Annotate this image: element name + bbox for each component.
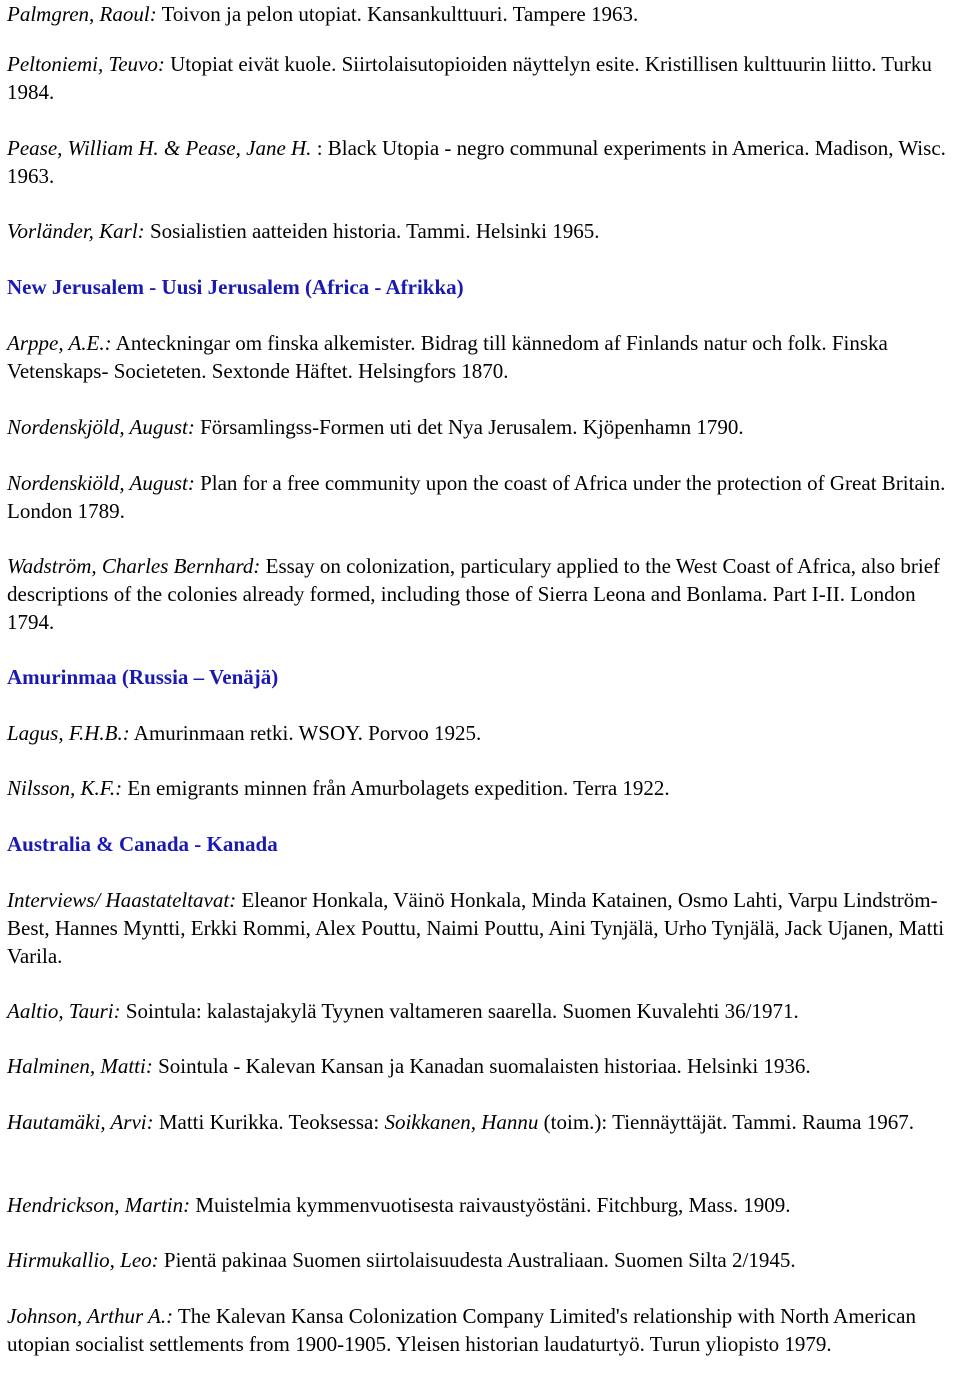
entry-text: : Black Utopia - negro communal experiments in America. Madison, Wisc. 1963.	[7, 136, 946, 188]
entry-text: Essay on colonization, particulary applied to the West Coast of Africa, also brief descriptions of the colonies already formed, including those of Sierra Leona and Bonlama. Part I-II. London 1794.	[7, 554, 941, 634]
entry-author-secondary: Soikkanen, Hannu	[384, 1110, 539, 1134]
entry-author: Hautamäki, Arvi:	[7, 1110, 154, 1134]
bib-entry-hendrickson	[7, 1191, 950, 1219]
entry-text: Sointula: kalastajakylä Tyynen valtameren saarella. Suomen Kuvalehti 36/1971.	[120, 999, 799, 1023]
entry-author: Nilsson, K.F.:	[7, 776, 123, 800]
section-heading-new-jerusalem: New Jerusalem - Uusi Jerusalem (Africa - Afrikka)	[7, 275, 464, 299]
bib-entry-interviews	[7, 886, 950, 970]
bib-entry-nordenskjold	[7, 413, 950, 441]
entry-author: Wadström, Charles Bernhard:	[7, 554, 261, 578]
entry-author: Lagus, F.H.B.:	[7, 721, 130, 745]
entry-author: Interviews/ Haastateltavat:	[7, 888, 237, 912]
entry-text: Utopiat eivät kuole. Siirtolaisutopioiden näyttelyn esite. Kristillisen kulttuurin liitto. Turku 1984.	[7, 52, 932, 104]
entry-text: Församlingss-Formen uti det Nya Jerusalem. Kjöpenhamn 1790.	[194, 415, 744, 439]
entry-author: Johnson, Arthur A.:	[7, 1304, 174, 1328]
entry-author: Arppe, A.E.:	[7, 331, 112, 355]
bib-entry-nordenskiold	[7, 469, 950, 525]
bib-entry-pease	[7, 134, 950, 190]
entry-author: Vorländer, Karl:	[7, 219, 145, 243]
entry-author: Nordenskjöld, August:	[7, 415, 195, 439]
entry-text: Eleanor Honkala, Väinö Honkala, Minda Katainen, Osmo Lahti, Varpu Lindström-Best, Hannes Myntti, Erkki Rommi, Alex Pouttu, Naimi Pouttu, Aini Tynjälä, Urho Tynjälä, Jack Ujanen, Matti Varila.	[7, 888, 945, 968]
entry-text: Muistelmia kymmenvuotisesta raivaustyöstäni. Fitchburg, Mass. 1909.	[190, 1193, 791, 1217]
bib-entry-halminen	[7, 1052, 950, 1080]
section-heading-australia-canada: Australia & Canada - Kanada	[7, 832, 278, 856]
bib-entry-arppe	[7, 329, 950, 385]
entry-text: Sosialistien aatteiden historia. Tammi. Helsinki 1965.	[144, 219, 600, 243]
bib-entry-palmgren	[7, 0, 950, 28]
entry-author: Halminen, Matti:	[7, 1054, 153, 1078]
entry-author: Palmgren, Raoul:	[7, 2, 157, 26]
entry-text: Pientä pakinaa Suomen siirtolaisuudesta Australiaan. Suomen Silta 2/1945.	[158, 1248, 796, 1272]
entry-text: En emigrants minnen från Amurbolagets expedition. Terra 1922.	[122, 776, 670, 800]
entry-text: Toivon ja pelon utopiat. Kansankulttuuri. Tampere 1963.	[156, 2, 639, 26]
bib-entry-hirmukallio	[7, 1246, 950, 1274]
bib-entry-nilsson	[7, 774, 950, 802]
entry-author: Peltoniemi, Teuvo:	[7, 52, 165, 76]
entry-text: Plan for a free community upon the coast of Africa under the protection of Great Britain. London 1789.	[7, 471, 946, 523]
bib-entry-peltoniemi	[7, 50, 950, 106]
entry-text: The Kalevan Kansa Colonization Company Limited's relationship with North American utopian socialist settlements from 1900-1905. Yleisen historian laudaturtyö. Turun yliopisto 1979.	[7, 1304, 916, 1356]
entry-text: Amurinmaan retki. WSOY. Porvoo 1925.	[129, 721, 482, 745]
entry-author: Hendrickson, Martin:	[7, 1193, 191, 1217]
entry-text: Matti Kurikka. Teoksessa:	[153, 1110, 385, 1134]
entry-author: Aaltio, Tauri:	[7, 999, 121, 1023]
bib-entry-aaltio	[7, 997, 950, 1025]
bib-entry-wadstrom	[7, 552, 950, 636]
entry-text-secondary: (toim.): Tiennäyttäjät. Tammi. Rauma 1967.	[538, 1110, 914, 1134]
entry-text: Anteckningar om finska alkemister. Bidrag till kännedom af Finlands natur och folk. Finska Vetenskaps- Societeten. Sextonde Häftet. Helsingfors 1870.	[7, 331, 888, 383]
bib-entry-johnson	[7, 1302, 950, 1358]
bib-entry-hautamaki	[7, 1108, 950, 1136]
entry-text: Sointula - Kalevan Kansan ja Kanadan suomalaisten historiaa. Helsinki 1936.	[152, 1054, 811, 1078]
entry-author: Nordenskiöld, August:	[7, 471, 195, 495]
entry-author: Pease, William H. & Pease, Jane H.	[7, 136, 312, 160]
bib-entry-lagus	[7, 719, 950, 747]
bib-entry-vorlander	[7, 217, 950, 245]
section-heading-amurinmaa: Amurinmaa (Russia – Venäjä)	[7, 665, 279, 689]
entry-author: Hirmukallio, Leo:	[7, 1248, 159, 1272]
